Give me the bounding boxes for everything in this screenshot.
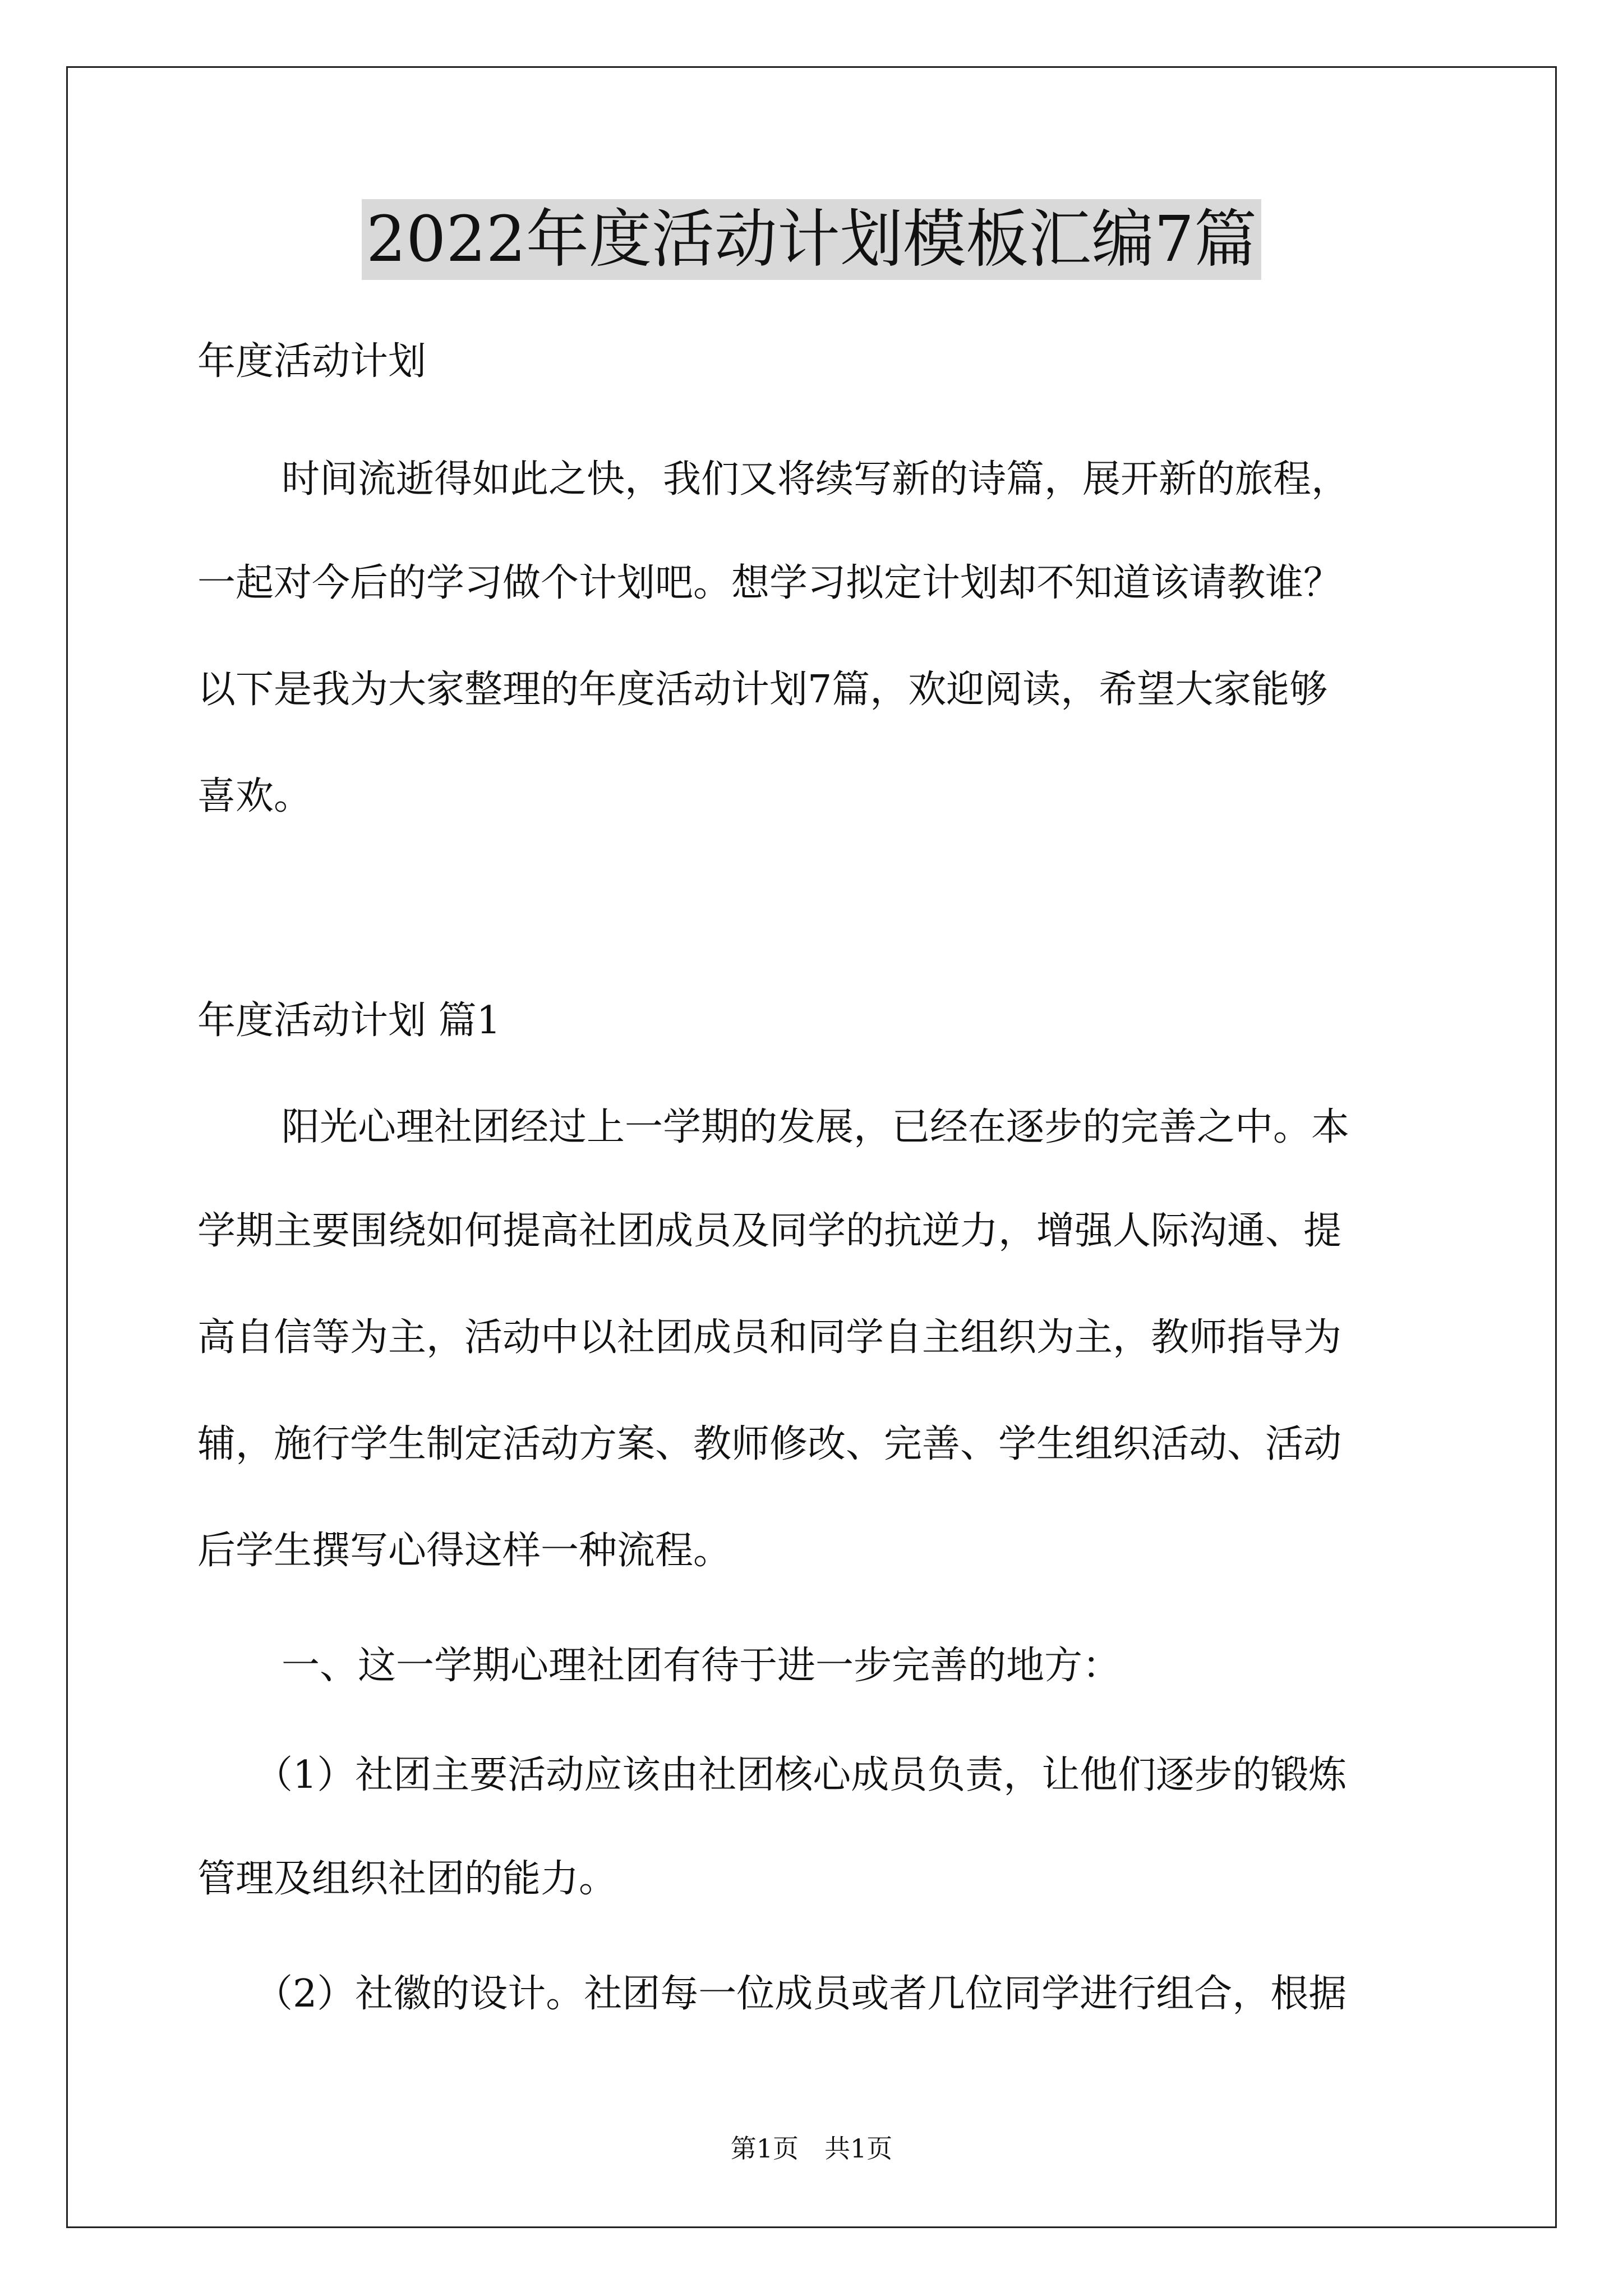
paragraph-line: 喜欢。 [197,774,312,818]
paragraph-line: 辅，施行学生制定活动方案、教师修改、完善、学生组织活动、活动 [197,1422,1342,1466]
paragraph-line: （2）社徽的设计。社团每一位成员或者几位同学进行组合，根据 [255,1972,1347,2016]
paragraph-line: 高自信等为主，活动中以社团成员和同学自主组织为主，教师指导为 [197,1315,1342,1360]
page-footer: 第1页 共1页 [730,2133,893,2164]
document-title: 2022年度活动计划模板汇编7篇 [362,199,1261,280]
paragraph-line: 一、这一学期心理社团有待于进一步完善的地方： [282,1644,1121,1688]
paragraph-line: （1）社团主要活动应该由社团核心成员负责，让他们逐步的锻炼 [255,1753,1347,1797]
section-heading: 年度活动计划 [197,339,427,384]
paragraph-line: 一起对今后的学习做个计划吧。想学习拟定计划却不知道该请教谁？ [197,561,1342,605]
paragraph-line: 管理及组织社团的能力。 [197,1857,617,1901]
paragraph-line: 学期主要围绕如何提高社团成员及同学的抗逆力，增强人际沟通、提 [197,1209,1342,1253]
section-heading: 年度活动计划 篇1 [197,999,501,1043]
paragraph-line: 后学生撰写心得这样一种流程。 [197,1529,732,1573]
paragraph-line: 阳光心理社团经过上一学期的发展，已经在逐步的完善之中。本 [282,1105,1350,1149]
title-container [0,199,1623,280]
paragraph-line: 以下是我为大家整理的年度活动计划7篇，欢迎阅读，希望大家能够 [197,668,1328,712]
paragraph-line: 时间流逝得如此之快，我们又将续写新的诗篇，展开新的旅程， [282,457,1350,501]
